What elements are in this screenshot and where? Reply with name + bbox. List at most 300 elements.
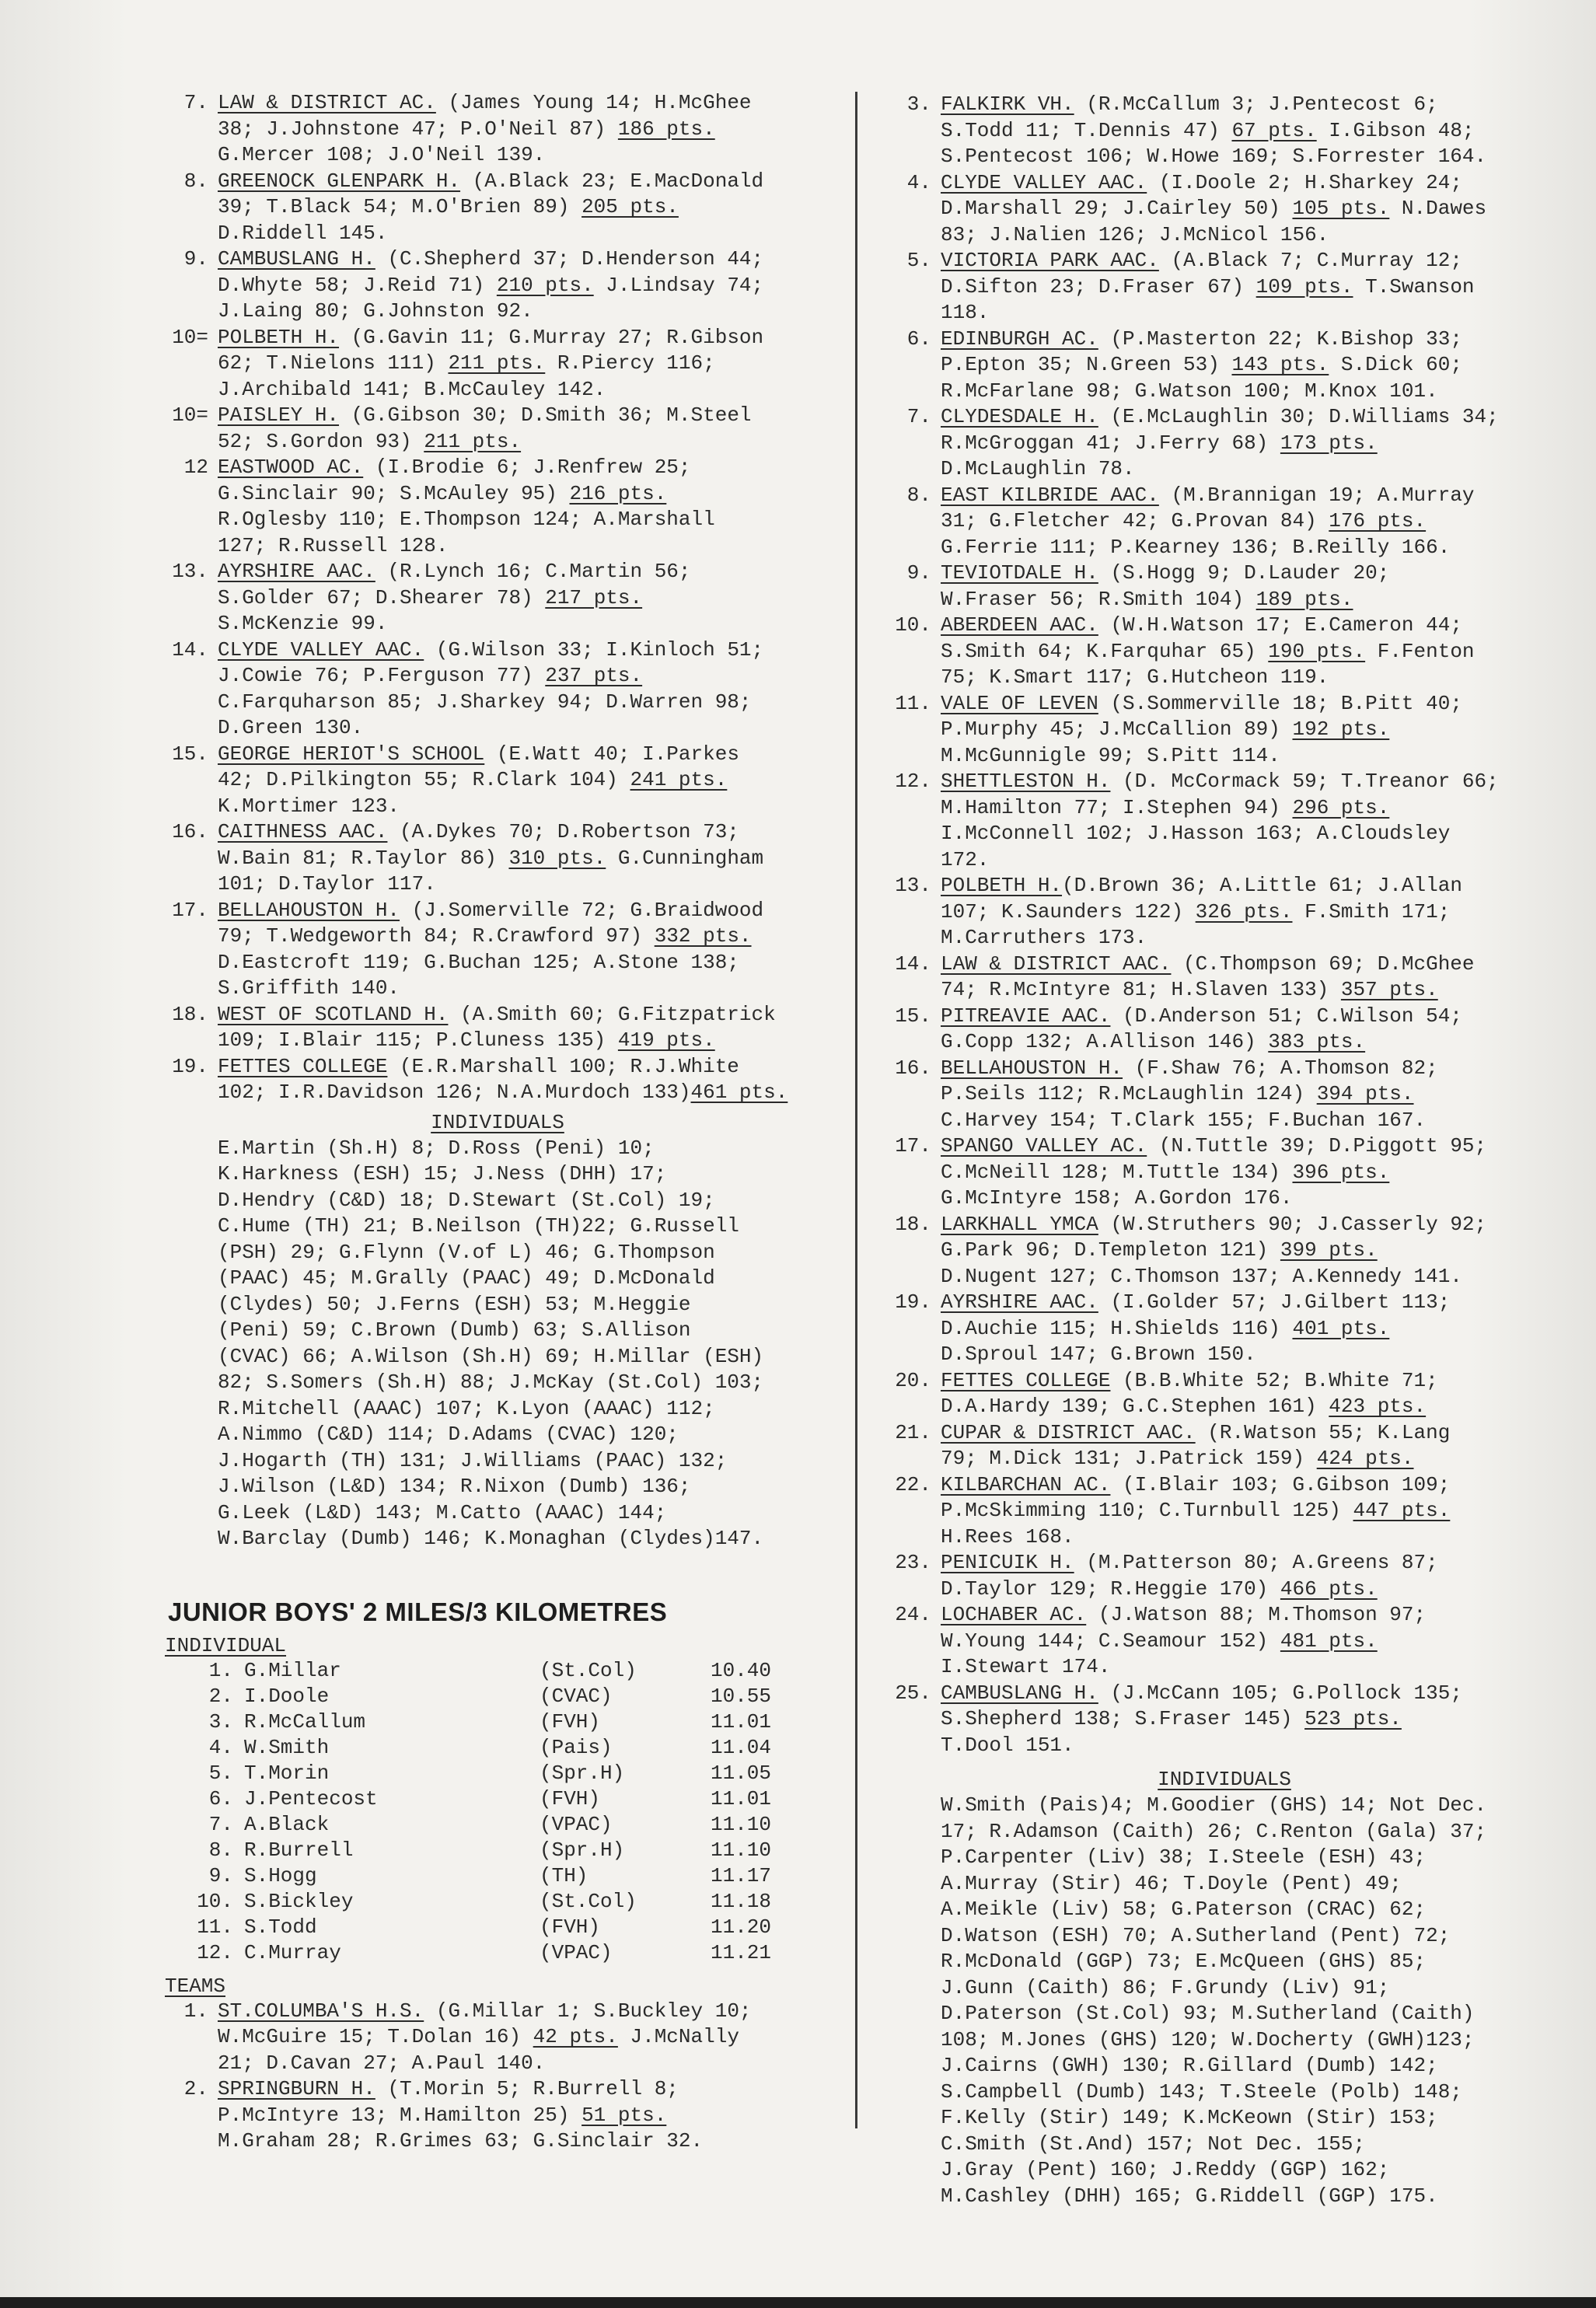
placing-number: 11. <box>895 691 931 715</box>
underlined-text: GREENOCK GLENPARK H. <box>218 169 461 193</box>
entry-line: LAW & DISTRICT AC. (James Young 14; H.McGhee <box>218 91 752 114</box>
underlined-text: LOCHABER AC. <box>941 1603 1087 1626</box>
team-result-entry <box>886 1368 1563 1420</box>
time-cell: 11.10 <box>711 1838 772 1862</box>
team-result-entry <box>163 559 832 637</box>
junior-team-results <box>163 1999 832 2155</box>
entry-line: VALE OF LEVEN (S.Sommerville 18; B.Pitt 40; <box>941 691 1462 715</box>
placing-number: 9. <box>183 247 208 271</box>
table-row <box>187 1786 781 1812</box>
rank-cell: 10. <box>197 1889 233 1913</box>
underlined-text: 332 pts. <box>654 924 752 948</box>
individual-placing-line: 17; R.Adamson (Caith) 26; C.Renton (Gala) 37; <box>941 1819 1487 1843</box>
entry-line: 101; D.Taylor 117. <box>218 872 436 896</box>
individual-placing-line: D.Watson (ESH) 70; A.Sutherland (Pent) 72; <box>941 1923 1451 1947</box>
entry-line: BELLAHOUSTON H. (J.Somerville 72; G.Braidwood <box>218 898 764 922</box>
individual-placing-line: J.Cairns (GWH) 130; R.Gillard (Dumb) 142; <box>941 2054 1438 2077</box>
entry-line: FETTES COLLEGE (E.R.Marshall 100; R.J.White <box>218 1054 739 1078</box>
team-result-entry <box>163 246 832 325</box>
underlined-text: BELLAHOUSTON H. <box>941 1056 1123 1080</box>
rank-cell: 3. <box>208 1709 233 1734</box>
entry-line: SPANGO VALLEY AC. (N.Tuttle 39; D.Piggott 95; <box>941 1134 1487 1157</box>
team-result-entry <box>886 1602 1563 1681</box>
underlined-text: 419 pts. <box>617 1028 715 1052</box>
individual-placing-line: D.Paterson (St.Col) 93; M.Sutherland (Caith) <box>941 2002 1475 2025</box>
team-result-entry <box>163 898 832 1002</box>
team-result-entry <box>163 1999 832 2077</box>
underlined-text: ABERDEEN AAC. <box>941 613 1098 637</box>
entry-line: J.Laing 80; G.Johnston 92. <box>218 299 533 323</box>
entry-line: S.Todd 11; T.Dennis 47) 67 pts. I.Gibson 48; <box>941 118 1475 142</box>
rank-cell: 7. <box>208 1812 233 1836</box>
team-result-entry <box>886 92 1563 170</box>
athlete-name-cell: G.Millar <box>244 1658 341 1682</box>
team-result-entry <box>886 404 1563 483</box>
underlined-text: CLYDESDALE H. <box>941 405 1098 428</box>
entry-line: H.Rees 168. <box>941 1524 1074 1549</box>
individual-label: INDIVIDUAL <box>165 1633 287 1657</box>
entry-line: D.Whyte 58; J.Reid 71) 210 pts. J.Lindsay 74; <box>218 273 764 297</box>
underlined-text: 211 pts. <box>448 351 546 375</box>
placing-number: 20. <box>895 1368 931 1392</box>
team-result-entry <box>886 873 1563 951</box>
teams-label: TEAMS <box>165 1974 226 1998</box>
placing-number: 19. <box>895 1290 931 1314</box>
placing-number: 18. <box>172 1002 208 1026</box>
team-result-entry <box>886 1472 1563 1551</box>
junior-individual-results-table <box>187 1658 781 1966</box>
underlined-text: 461 pts. <box>690 1081 788 1104</box>
time-cell: 10.55 <box>711 1684 772 1708</box>
entry-line: R.McFarlane 98; G.Watson 100; M.Knox 101. <box>941 379 1438 403</box>
underlined-text: EDINBURGH AC. <box>941 326 1098 351</box>
underlined-text: SPRINGBURN H. <box>218 2077 375 2100</box>
athlete-name-cell: W.Smith <box>244 1735 330 1759</box>
athlete-name-cell: C.Murray <box>244 1940 341 1964</box>
club-cell: (FVH) <box>540 1786 601 1810</box>
entry-line: FETTES COLLEGE (B.B.White 52; B.White 71; <box>941 1368 1438 1392</box>
underlined-text: 186 pts. <box>617 117 715 141</box>
team-result-entry <box>886 483 1563 561</box>
time-cell: 11.04 <box>711 1735 772 1759</box>
entry-line: CLYDE VALLEY AAC. (G.Wilson 33; I.Kinloch 51; <box>218 637 764 662</box>
rank-cell: 2. <box>208 1684 233 1708</box>
individual-placing-line: J.Wilson (L&D) 134; R.Nixon (Dumb) 136; <box>218 1475 691 1498</box>
athlete-name-cell: R.McCallum <box>244 1709 366 1734</box>
team-result-entry <box>886 1290 1563 1368</box>
entry-line: P.McIntyre 13; M.Hamilton 25) 51 pts. <box>218 2103 667 2127</box>
entry-line: EDINBURGH AC. (P.Masterton 22; K.Bishop 33; <box>941 326 1462 351</box>
underlined-text: BELLAHOUSTON H. <box>218 898 400 922</box>
entry-line: S.Golder 67; D.Shearer 78) 217 pts. <box>218 585 643 609</box>
individual-placing-line: A.Meikle (Liv) 58; G.Paterson (CRAC) 62; <box>941 1898 1427 1921</box>
underlined-text: PITREAVIE AAC. <box>941 1004 1111 1028</box>
entry-line: PITREAVIE AAC. (D.Anderson 51; C.Wilson 54; <box>941 1004 1462 1028</box>
underlined-text: CAMBUSLANG H. <box>218 247 375 271</box>
entry-line: D.Marshall 29; J.Cairley 50) 105 pts. N.Dawes <box>941 197 1487 220</box>
entry-line: LAW & DISTRICT AAC. (C.Thompson 69; D.McGhee <box>941 951 1475 976</box>
time-cell: 10.40 <box>711 1658 772 1682</box>
entry-line: 62; T.Nielons 111) 211 pts. R.Piercy 116; <box>218 351 715 375</box>
entry-line: I.Stewart 174. <box>941 1655 1111 1678</box>
entry-line: D.Eastcroft 119; G.Buchan 125; A.Stone 138; <box>218 950 739 974</box>
placing-number: 10= <box>172 325 208 349</box>
table-row <box>187 1709 781 1735</box>
entry-line: G.Copp 132; A.Allison 146) 383 pts. <box>941 1030 1366 1053</box>
entry-line: PENICUIK H. (M.Patterson 80; A.Greens 87; <box>941 1551 1438 1574</box>
team-result-entry <box>886 613 1563 691</box>
entry-line: EAST KILBRIDE AAC. (M.Brannigan 19; A.Murray <box>941 483 1475 507</box>
individual-placing-line: A.Murray (Stir) 46; T.Doyle (Pent) 49; <box>941 1871 1402 1895</box>
underlined-text: CAITHNESS AAC. <box>218 820 388 843</box>
individual-placing-line: (PSH) 29; G.Flynn (V.of L) 46; G.Thompson <box>218 1240 715 1264</box>
placing-number: 14. <box>895 951 931 976</box>
underlined-text: 326 pts. <box>1195 899 1293 924</box>
table-row <box>187 1761 781 1786</box>
individual-placing-line: G.Leek (L&D) 143; M.Catto (AAAC) 144; <box>218 1500 667 1524</box>
team-result-entry <box>163 455 832 559</box>
underlined-text: 205 pts. <box>581 195 679 218</box>
entry-line: S.Shepherd 138; S.Fraser 145) 523 pts. <box>941 1707 1402 1730</box>
placing-number: 14. <box>172 637 208 662</box>
entry-line: W.Bain 81; R.Taylor 86) 310 pts. G.Cunningham <box>218 846 764 870</box>
team-result-entry <box>886 1681 1563 1759</box>
underlined-text: CUPAR & DISTRICT AAC. <box>941 1420 1196 1444</box>
placing-number: 15. <box>895 1004 931 1028</box>
placing-number: 19. <box>172 1054 208 1078</box>
individual-placing-line: M.Cashley (DHH) 165; G.Riddell (GGP) 175. <box>941 2184 1438 2208</box>
table-row <box>187 1735 781 1761</box>
underlined-text: FETTES COLLEGE <box>218 1054 388 1078</box>
rank-cell: 6. <box>208 1786 233 1810</box>
athlete-name-cell: I.Doole <box>244 1684 330 1708</box>
underlined-text: TEVIOTDALE H. <box>941 561 1098 585</box>
entry-line: POLBETH H.(D.Brown 36; A.Little 61; J.Allan <box>941 874 1462 897</box>
underlined-text: 394 pts. <box>1316 1082 1414 1105</box>
entry-line: M.Carruthers 173. <box>941 926 1147 949</box>
entry-line: ST.COLUMBA'S H.S. (G.Millar 1; S.Buckley 10; <box>218 1999 752 2023</box>
placing-number: 16. <box>172 820 208 843</box>
rank-cell: 1. <box>208 1658 233 1682</box>
entry-line: P.McSkimming 110; C.Turnbull 125) 447 pts. <box>941 1499 1451 1522</box>
entry-line: PAISLEY H. (G.Gibson 30; D.Smith 36; M.Steel <box>218 403 752 427</box>
placing-number: 12. <box>895 770 931 793</box>
club-cell: (FVH) <box>540 1915 601 1939</box>
underlined-text: 466 pts. <box>1280 1576 1378 1601</box>
entry-line: D.A.Hardy 139; G.C.Stephen 161) 423 pts. <box>941 1395 1427 1418</box>
entry-line: R.McGroggan 41; J.Ferry 68) 173 pts. <box>941 431 1378 455</box>
placing-number: 13. <box>895 874 931 897</box>
placing-number: 2. <box>183 2077 208 2100</box>
underlined-text: 42 pts. <box>533 2025 618 2048</box>
individual-placing-line: R.McDonald (GGP) 73; E.McQueen (GHS) 85; <box>941 1950 1427 1973</box>
rank-cell: 4. <box>208 1735 233 1759</box>
entry-line: 127; R.Russell 128. <box>218 533 449 557</box>
underlined-text: 396 pts. <box>1292 1160 1390 1184</box>
right-column <box>886 92 1563 2209</box>
underlined-text: 296 pts. <box>1292 795 1390 819</box>
time-cell: 11.21 <box>711 1940 772 1964</box>
underlined-text: EAST KILBRIDE AAC. <box>941 483 1159 507</box>
underlined-text: 105 pts. <box>1292 197 1390 220</box>
club-cell: (CVAC) <box>540 1684 613 1708</box>
entry-line: TEVIOTDALE H. (S.Hogg 9; D.Lauder 20; <box>941 561 1390 585</box>
underlined-text: 357 pts. <box>1340 978 1438 1001</box>
underlined-text: 210 pts. <box>496 273 594 297</box>
entry-line: 21; D.Cavan 27; A.Paul 140. <box>218 2051 546 2075</box>
underlined-text: SPANGO VALLEY AC. <box>941 1134 1147 1157</box>
athlete-name-cell: S.Bickley <box>244 1889 354 1913</box>
entry-line: SHETTLESTON H. (D. McCormack 59; T.Treanor 66; <box>941 770 1499 793</box>
entry-line: CUPAR & DISTRICT AAC. (R.Watson 55; K.Lang <box>941 1420 1451 1444</box>
placing-number: 15. <box>172 742 208 766</box>
placing-number: 23. <box>895 1551 931 1574</box>
entry-line: 172. <box>941 847 990 871</box>
entry-line: 107; K.Saunders 122) 326 pts. F.Smith 171; <box>941 899 1451 924</box>
individual-placing-line: J.Hogarth (TH) 131; J.Williams (PAAC) 132; <box>218 1448 728 1472</box>
entry-line: KILBARCHAN AC. (I.Blair 103; G.Gibson 109; <box>941 1472 1451 1496</box>
underlined-text: 399 pts. <box>1280 1238 1378 1262</box>
time-cell: 11.10 <box>711 1812 772 1836</box>
underlined-text: 109 pts. <box>1255 274 1353 299</box>
entry-line: P.Seils 112; R.McLaughlin 124) 394 pts. <box>941 1082 1414 1105</box>
entry-line: 83; J.Nalien 126; J.McNicol 156. <box>941 222 1329 246</box>
entry-line: CLYDE VALLEY AAC. (I.Doole 2; H.Sharkey 24; <box>941 170 1462 194</box>
team-result-entry <box>163 90 832 169</box>
individual-placing-line: W.Smith (Pais)4; M.Goodier (GHS) 14; Not Dec. <box>941 1793 1487 1817</box>
entry-line: P.Epton 35; N.Green 53) 143 pts. S.Dick 60; <box>941 353 1462 376</box>
club-cell: (VPAC) <box>540 1940 613 1964</box>
underlined-text: PENICUIK H. <box>941 1551 1074 1574</box>
team-results-left <box>163 90 832 1106</box>
entry-line: D.Sifton 23; D.Fraser 67) 109 pts. T.Swanson <box>941 274 1475 299</box>
individuals-heading-right: INDIVIDUALS <box>1158 1768 1291 1791</box>
team-result-entry <box>163 1002 832 1054</box>
placing-number: 3. <box>906 93 931 116</box>
entry-line: G.Sinclair 90; S.McAuley 95) 216 pts. <box>218 481 667 505</box>
entry-line: POLBETH H. (G.Gavin 11; G.Murray 27; R.Gibson <box>218 325 764 349</box>
entry-line: J.Cowie 76; P.Ferguson 77) 237 pts. <box>218 664 643 687</box>
underlined-text: 237 pts. <box>545 664 643 687</box>
placing-number: 6. <box>906 326 931 351</box>
team-result-entry <box>886 1133 1563 1212</box>
entry-line: LARKHALL YMCA (W.Struthers 90; J.Casserly 92; <box>941 1212 1487 1236</box>
entry-line: D.Auchie 115; H.Shields 116) 401 pts. <box>941 1316 1390 1340</box>
placing-number: 10. <box>895 613 931 637</box>
underlined-text: LAW & DISTRICT AC. <box>218 91 436 114</box>
placing-number: 8. <box>906 483 931 507</box>
entry-line: I.McConnell 102; J.Hasson 163; A.Cloudsley <box>941 822 1451 845</box>
placing-number: 8. <box>183 169 208 193</box>
underlined-text: CLYDE VALLEY AAC. <box>941 170 1147 194</box>
entry-line: R.Oglesby 110; E.Thompson 124; A.Marshall <box>218 508 715 531</box>
placing-number: 17. <box>895 1134 931 1157</box>
placing-number: 21. <box>895 1420 931 1444</box>
individual-placing-line: D.Hendry (C&D) 18; D.Stewart (St.Col) 19; <box>218 1188 715 1212</box>
time-cell: 11.01 <box>711 1786 772 1810</box>
underlined-text: WEST OF SCOTLAND H. <box>218 1002 449 1026</box>
underlined-text: LARKHALL YMCA <box>941 1212 1098 1236</box>
underlined-text: 216 pts. <box>569 481 667 505</box>
rank-cell: 9. <box>208 1863 233 1887</box>
individual-placing-line: S.Campbell (Dumb) 143; T.Steele (Polb) 148; <box>941 2079 1462 2104</box>
team-result-entry <box>163 169 832 247</box>
table-row <box>187 1684 781 1709</box>
club-cell: (Spr.H) <box>540 1761 625 1785</box>
underlined-text: SHETTLESTON H. <box>941 770 1111 793</box>
entry-line: 39; T.Black 54; M.O'Brien 89) 205 pts. <box>218 195 679 218</box>
entry-line: GREENOCK GLENPARK H. (A.Black 23; E.MacDonald <box>218 169 764 193</box>
athlete-name-cell: S.Hogg <box>244 1863 317 1887</box>
underlined-text: 523 pts. <box>1304 1707 1402 1730</box>
time-cell: 11.01 <box>711 1709 772 1734</box>
team-result-entry <box>163 403 832 455</box>
time-cell: 11.18 <box>711 1889 772 1913</box>
rank-cell: 8. <box>208 1838 233 1862</box>
entry-line: D.McLaughlin 78. <box>941 457 1135 480</box>
rank-cell: 11. <box>197 1915 233 1939</box>
entry-line: G.Park 96; D.Templeton 121) 399 pts. <box>941 1238 1378 1262</box>
entry-line: CAMBUSLANG H. (J.McCann 105; G.Pollock 135; <box>941 1681 1462 1705</box>
individual-placing-line: (Clydes) 50; J.Ferns (ESH) 53; M.Heggie <box>218 1292 691 1316</box>
individual-placing-line: (Peni) 59; C.Brown (Dumb) 63; S.Allison <box>218 1318 691 1342</box>
entry-line: D.Sproul 147; G.Brown 150. <box>941 1343 1256 1366</box>
underlined-text: AYRSHIRE AAC. <box>218 560 375 583</box>
time-cell: 11.05 <box>711 1761 772 1785</box>
team-result-entry <box>886 951 1563 1004</box>
entry-line: 79; M.Dick 131; J.Patrick 159) 424 pts. <box>941 1447 1414 1470</box>
team-result-entry <box>886 1550 1563 1602</box>
placing-number: 7. <box>183 91 208 114</box>
underlined-text: 143 pts. <box>1231 353 1329 376</box>
athlete-name-cell: R.Burrell <box>244 1838 354 1862</box>
individual-placing-line: 108; M.Jones (GHS) 120; W.Docherty (GWH)123; <box>941 2027 1475 2051</box>
club-cell: (TH) <box>540 1863 588 1887</box>
underlined-text: POLBETH H. <box>218 325 340 349</box>
placing-number: 24. <box>895 1603 931 1626</box>
underlined-text: 192 pts. <box>1292 718 1390 741</box>
underlined-text: AYRSHIRE AAC. <box>941 1290 1098 1314</box>
entry-line: T.Dool 151. <box>941 1733 1074 1757</box>
underlined-text: FETTES COLLEGE <box>941 1368 1111 1392</box>
column-divider <box>855 92 857 2128</box>
club-cell: (FVH) <box>540 1709 601 1734</box>
entry-line: S.McKenzie 99. <box>218 612 388 635</box>
athlete-name-cell: A.Black <box>244 1812 330 1836</box>
entry-line: 118. <box>941 301 990 324</box>
team-result-entry <box>163 819 832 898</box>
team-result-entry <box>163 742 832 820</box>
team-results-right <box>886 92 1563 1758</box>
underlined-text: FALKIRK VH. <box>941 93 1074 116</box>
team-result-entry <box>886 170 1563 249</box>
placing-number: 7. <box>906 405 931 428</box>
placing-number: 4. <box>906 170 931 194</box>
individuals-list-left <box>163 1136 832 1552</box>
underlined-text: 383 pts. <box>1268 1030 1366 1053</box>
individual-placing-line: F.Kelly (Stir) 149; K.McKeown (Stir) 153; <box>941 2106 1438 2129</box>
underlined-text: 481 pts. <box>1280 1629 1378 1653</box>
time-cell: 11.20 <box>711 1915 772 1939</box>
placing-number: 18. <box>895 1212 931 1236</box>
team-result-entry <box>886 1212 1563 1290</box>
entry-line: 74; R.McIntyre 81; H.Slaven 133) 357 pts. <box>941 978 1438 1001</box>
entry-line: 42; D.Pilkington 55; R.Clark 104) 241 pts. <box>218 768 728 791</box>
entry-line: D.Green 130. <box>218 716 364 739</box>
entry-line: S.Smith 64; K.Farquhar 65) 190 pts. F.Fenton <box>941 639 1475 663</box>
underlined-text: 211 pts. <box>424 429 522 453</box>
placing-number: 17. <box>172 898 208 922</box>
entry-line: FALKIRK VH. (R.McCallum 3; J.Pentecost 6; <box>941 93 1438 116</box>
entry-line: S.Pentecost 106; W.Howe 169; S.Forrester 164. <box>941 145 1487 168</box>
underlined-text: KILBARCHAN AC. <box>941 1472 1111 1496</box>
individual-placing-line: K.Harkness (ESH) 15; J.Ness (DHH) 17; <box>218 1162 667 1185</box>
entry-line: 102; I.R.Davidson 126; N.A.Murdoch 133)461 pts. <box>218 1081 788 1104</box>
team-result-entry <box>886 1420 1563 1472</box>
entry-line: D.Taylor 129; R.Heggie 170) 466 pts. <box>941 1576 1378 1601</box>
entry-line: P.Murphy 45; J.McCallion 89) 192 pts. <box>941 718 1390 741</box>
team-result-entry <box>163 2076 832 2155</box>
placing-number: 5. <box>906 249 931 272</box>
entry-line: M.McGunnigle 99; S.Pitt 114. <box>941 743 1280 767</box>
entry-line: BELLAHOUSTON H. (F.Shaw 76; A.Thomson 82; <box>941 1056 1438 1080</box>
entry-line: C.Harvey 154; T.Clark 155; F.Buchan 167. <box>941 1108 1427 1132</box>
entry-line: SPRINGBURN H. (T.Morin 5; R.Burrell 8; <box>218 2077 679 2100</box>
individual-placing-line: A.Nimmo (C&D) 114; D.Adams (CVAC) 120; <box>218 1423 679 1446</box>
entry-line: AYRSHIRE AAC. (I.Golder 57; J.Gilbert 113; <box>941 1290 1451 1314</box>
team-result-entry <box>886 248 1563 326</box>
club-cell: (St.Col) <box>540 1889 637 1913</box>
underlined-text: VALE OF LEVEN <box>941 691 1098 715</box>
entry-line: J.Archibald 141; B.McCauley 142. <box>218 377 606 401</box>
individuals-heading-left: INDIVIDUALS <box>431 1110 564 1134</box>
placing-number: 12 <box>183 456 208 479</box>
entry-line: EASTWOOD AC. (I.Brodie 6; J.Renfrew 25; <box>218 456 691 479</box>
individuals-list-right <box>886 1793 1563 2209</box>
underlined-text: 190 pts. <box>1268 639 1366 663</box>
entry-line: LOCHABER AC. (J.Watson 88; M.Thomson 97; <box>941 1603 1427 1626</box>
entry-line: WEST OF SCOTLAND H. (A.Smith 60; G.Fitzpatrick <box>218 1002 776 1026</box>
entry-line: G.Ferrie 111; P.Kearney 136; B.Reilly 166. <box>941 535 1451 559</box>
underlined-text: VICTORIA PARK AAC. <box>941 249 1159 272</box>
entry-line: ABERDEEN AAC. (W.H.Watson 17; E.Cameron 44; <box>941 613 1462 637</box>
rank-cell: 5. <box>208 1761 233 1785</box>
entry-line: M.Graham 28; R.Grimes 63; G.Sinclair 32. <box>218 2129 704 2153</box>
underlined-text: EASTWOOD AC. <box>218 456 364 479</box>
underlined-text: 173 pts. <box>1280 431 1378 455</box>
team-result-entry <box>886 1056 1563 1134</box>
table-row <box>187 1812 781 1838</box>
underlined-text: 67 pts. <box>1231 118 1317 142</box>
placing-number: 9. <box>906 561 931 585</box>
placing-number: 1. <box>183 1999 208 2023</box>
underlined-text: 424 pts. <box>1316 1447 1414 1470</box>
team-result-entry <box>163 1054 832 1106</box>
underlined-text: CLYDE VALLEY AAC. <box>218 637 424 662</box>
underlined-text: GEORGE HERIOT'S SCHOOL <box>218 742 485 766</box>
entry-line: 109; I.Blair 115; P.Cluness 135) 419 pts. <box>218 1028 715 1052</box>
entry-line: C.McNeill 128; M.Tuttle 134) 396 pts. <box>941 1160 1390 1184</box>
club-cell: (St.Col) <box>540 1658 637 1682</box>
entry-line: 75; K.Smart 117; G.Hutcheon 119. <box>941 665 1329 689</box>
underlined-text: 189 pts. <box>1255 587 1353 611</box>
entry-line: S.Griffith 140. <box>218 976 400 1000</box>
entry-line: G.McIntyre 158; A.Gordon 176. <box>941 1186 1293 1210</box>
underlined-text: 176 pts. <box>1329 509 1427 532</box>
scan-edge <box>0 2297 1596 2308</box>
entry-line: VICTORIA PARK AAC. (A.Black 7; C.Murray 12; <box>941 249 1462 272</box>
individual-placing-line: (PAAC) 45; M.Grally (PAAC) 49; D.McDonald <box>218 1266 715 1290</box>
